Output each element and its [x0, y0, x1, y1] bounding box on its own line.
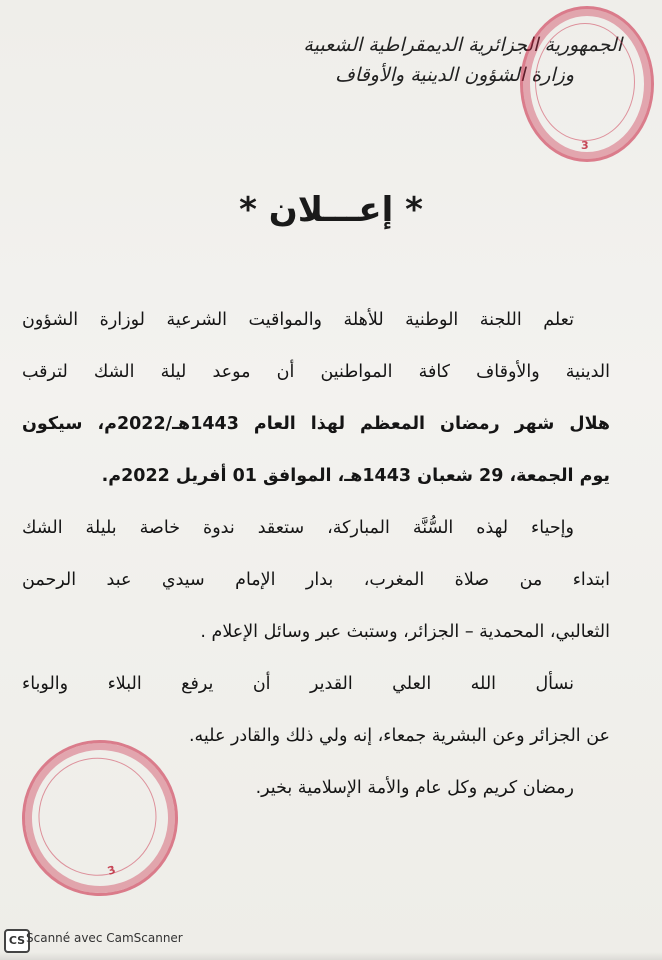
body-line-5: وإحياء لهذه السُّنَّة المباركة، ستعقد ندوة خاصة بليلة الشك — [22, 518, 574, 538]
body-line-2: الدينية والأوقاف كافة المواطنين أن موعد ليلة الشك لترقب — [22, 362, 610, 382]
page-edge-shadow — [0, 952, 662, 960]
camscanner-watermark-text: Scanné avec CamScanner — [26, 931, 183, 945]
stamp-inner-ring — [23, 742, 172, 891]
body-line-10: رمضان كريم وكل عام والأمة الإسلامية بخير. — [255, 778, 574, 798]
stamp-number-top: 3 — [581, 139, 589, 152]
letterhead-republic: الجمهورية الجزائرية الديمقراطية الشعبية — [303, 34, 622, 56]
stamp-inner-ring — [535, 23, 635, 141]
body-line-3: هلال شهر رمضان المعظم لهذا العام 1443هـ/2022م، سيكون — [22, 414, 610, 434]
announcement-title: * إعـــلان * — [239, 190, 423, 230]
body-line-9: عن الجزائر وعن البشرية جمعاء، إنه ولي ذلك والقادر عليه. — [188, 726, 610, 746]
body-line-1: تعلم اللجنة الوطنية للأهلة والمواقيت الشرعية لوزارة الشؤون — [22, 310, 574, 330]
body-line-4: يوم الجمعة، 29 شعبان 1443هـ، الموافق 01 أفريل 2022م. — [101, 466, 610, 486]
body-line-6: ابتداء من صلاة المغرب، بدار الإمام سيدي عبد الرحمن — [22, 570, 610, 590]
camscanner-logo-icon: CS — [4, 929, 30, 953]
body-line-8: نسأل الله العلي القدير أن يرفع البلاء والوباء — [22, 674, 574, 694]
official-stamp-top — [520, 6, 654, 162]
stamp-number-bottom: 3 — [105, 863, 118, 878]
letterhead-ministry: وزارة الشؤون الدينية والأوقاف — [335, 64, 574, 86]
announcement-body — [22, 294, 610, 814]
body-line-7: الثعالبي، المحمدية – الجزائر، وستبث عبر وسائل الإعلام . — [200, 622, 610, 642]
